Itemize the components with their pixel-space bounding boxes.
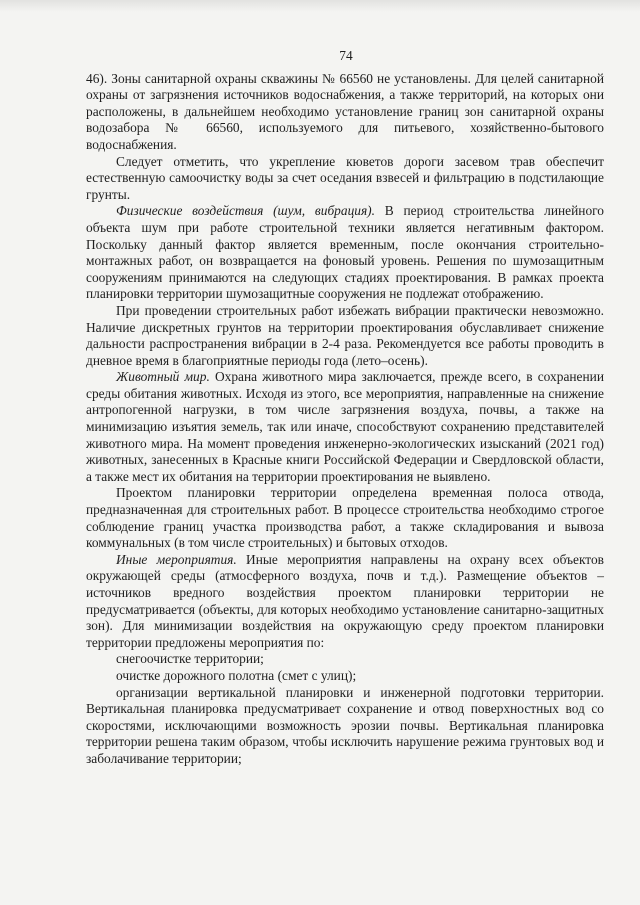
paragraph-ditch-reinforcement: Следует отметить, что укрепление кюветов дороги засевом трав обеспечит естественную самоочистку воды за счет оседания взвесей и фильтрацию в подстилающие грунты. (86, 153, 604, 202)
physical-impacts-text: В период строительства линейного объекта шум при работе строительной техники является негативным фактором. Поскольку данный фактор является временным, после окончания строительно-монтажных работ, он возвращается на фоновый уровень. Решения по шумозащитным сооружениям принимаются на следующих стадиях проектирования. В рамках проекта планировки территории шумозащитные сооружения не подлежат отображению. (86, 203, 604, 302)
list-item: снегоочистке территории; (116, 651, 264, 667)
wildlife-text: Охрана животного мира заключается, прежде всего, в сохранении среды обитания животных. Исходя из этого, все мероприятия, направленные на снижение антропогенной нагрузки, в том числе загрязнения воздуха, почвы, а также на минимизацию изъятия земель, так или иначе, способствуют сохранению представителей животного мира. На момент проведения инженерно-экологических изысканий (2021 год) животных, занесенных в Красные книги Российской Федерации и Свердловской области, а также мест их обитания на территории проектирования не выявлено. (86, 369, 604, 484)
paragraph-vibration: При проведении строительных работ избежать вибрации практически невозможно. Наличие дискретных грунтов на территории проектирования обуславливает снижение дальности распространения вибрации в 2-4 раза. Рекомендуется все работы проводить в дневное время в благоприятные периоды года (лето–осень). (86, 302, 604, 368)
paragraph-other-measures (86, 552, 604, 652)
page-number: 74 (339, 48, 353, 63)
list-item: организации вертикальной планировки и инженерной подготовки территории. Вертикальная планировка предусматривает сохранение и отвод поверхностных вод со скоростями, исключающими возможность эрозии почвы. Вертикальная планировка территории решена таким образом, чтобы исключить нарушение режима грунтовых вод и заболачивание территории; (86, 684, 604, 766)
physical-impacts-heading: Физические воздействия (шум, вибрация). (116, 203, 375, 219)
paragraph-right-of-way: Проектом планировки территории определена временная полоса отвода, предназначенная для строительных работ. В процессе строительства необходимо строгое соблюдение границ участка производства работ, а также складирования и вывоза коммунальных (в том числе строительных) и бытовых отходов. (86, 485, 604, 551)
list-item: очистке дорожного полотна (смет с улиц); (116, 667, 357, 683)
paragraph-physical-impacts (86, 203, 604, 303)
other-measures-heading: Иные мероприятия. (116, 551, 237, 567)
paragraph-wildlife (86, 369, 604, 485)
wildlife-heading: Животный мир. (116, 369, 210, 385)
paragraph-water-protection-zones: 46). Зоны санитарной охраны скважины № 66560 не установлены. Для целей санитарной охраны от загрязнения источников водоснабжения, а также территорий, на которых они расположены, в дальнейшем необходимо установление границ зон санитарной охраны водозабора № 66560, используемого для питьевого, хозяйственно-бытового водоснабжения. (86, 70, 604, 152)
other-measures-text: Иные мероприятия направлены на охрану всех объектов окружающей среды (атмосферного воздуха, почв и т.д.). Размещение объектов – источников вредного воздействия проектом планировки территории не предусматривается (объекты, для которых необходимо установление санитарно-защитных зон). Для минимизации воздействия на окружающую среду проектом планировки территории предложены мероприятия по: (86, 551, 604, 650)
